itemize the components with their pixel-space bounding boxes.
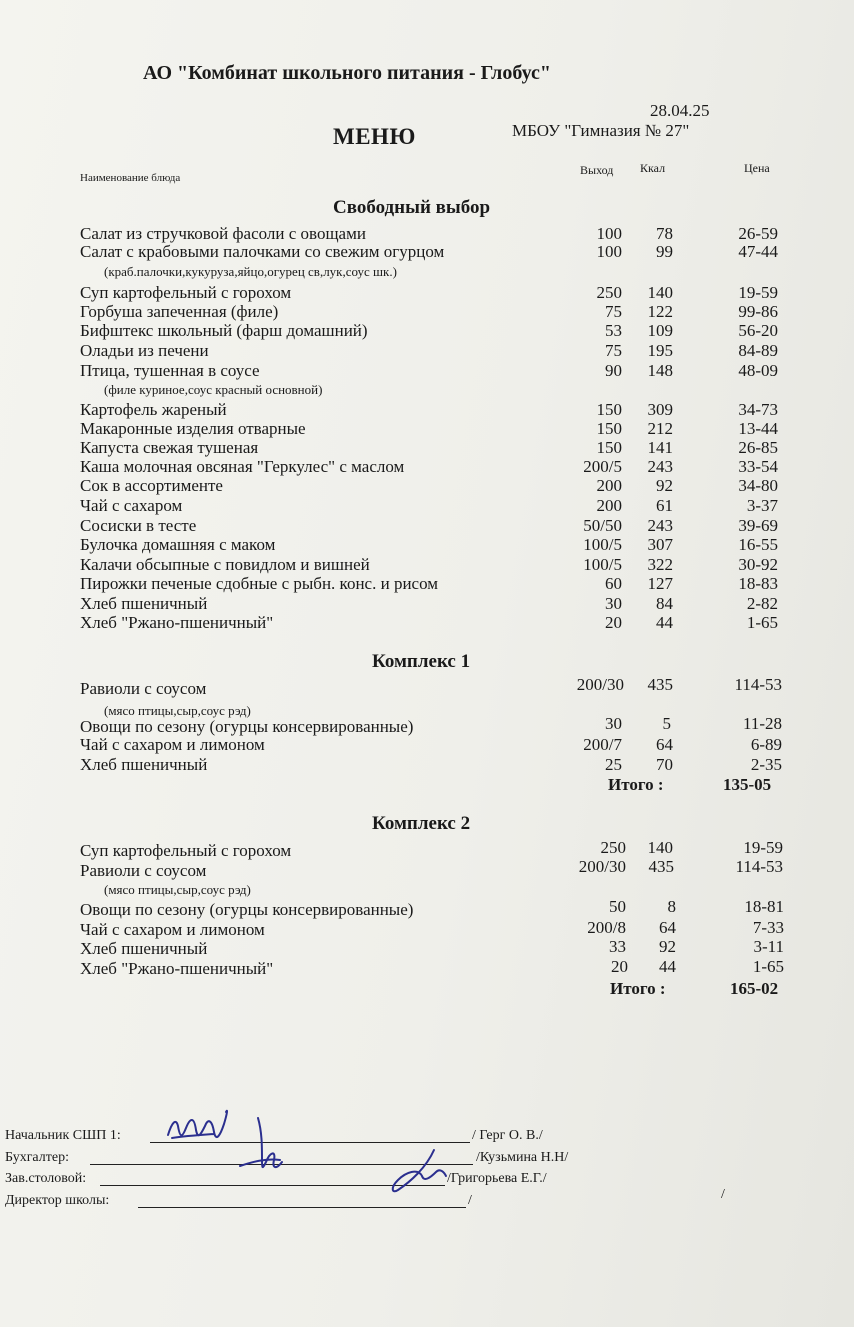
dish-price: 34-73 <box>738 400 778 419</box>
menu-date: 28.04.25 <box>650 101 710 120</box>
dish-price: 3-11 <box>753 937 784 956</box>
dish-price: 18-83 <box>738 574 778 593</box>
dish-name: Хлеб пшеничный <box>80 594 208 613</box>
column-header-output: Выход <box>580 163 614 177</box>
dish-output: 60 <box>605 574 622 593</box>
section-title-complex-1: Комплекс 1 <box>372 651 471 672</box>
dish-kcal: 70 <box>656 755 673 774</box>
dish-ingredients-note: (краб.палочки,кукуруза,яйцо,огурец св,лук,соус шк.) <box>104 264 397 279</box>
dish-name: Оладьи из печени <box>80 341 209 360</box>
dish-price: 26-59 <box>738 224 778 243</box>
dish-output: 150 <box>596 438 622 457</box>
dish-price: 56-20 <box>738 321 778 340</box>
dish-price: 2-35 <box>750 755 782 774</box>
signature-canteen-scribble <box>393 1150 446 1191</box>
column-header-name: Наименование блюда <box>80 172 181 184</box>
dish-kcal: 243 <box>647 457 673 476</box>
dish-output: 250 <box>600 838 626 857</box>
dish-output: 200/5 <box>583 457 622 476</box>
dish-kcal: 99 <box>656 242 673 261</box>
dish-name: Равиоли с соусом <box>80 679 207 698</box>
dish-kcal: 109 <box>647 321 673 340</box>
stray-slash: / <box>721 1187 725 1202</box>
dish-output: 20 <box>605 613 622 632</box>
dish-name: Сок в ассортименте <box>80 476 223 495</box>
dish-output: 200/7 <box>583 735 622 754</box>
dish-output: 200/30 <box>578 857 626 876</box>
dish-kcal: 140 <box>647 838 673 857</box>
signature-label: Директор школы: <box>5 1193 110 1208</box>
dish-kcal: 435 <box>648 857 674 876</box>
dish-price: 39-69 <box>738 516 778 535</box>
dish-name: Суп картофельный с горохом <box>80 283 292 302</box>
dish-name: Хлеб пшеничный <box>80 939 208 958</box>
dish-price: 2-82 <box>746 594 778 613</box>
dish-kcal: 127 <box>647 574 673 593</box>
dish-output: 250 <box>596 283 622 302</box>
dish-price: 18-81 <box>744 897 784 916</box>
dish-output: 200/30 <box>576 675 624 694</box>
dish-name: Овощи по сезону (огурцы консервированные) <box>80 717 414 736</box>
dish-price: 19-59 <box>738 283 778 302</box>
dish-ingredients-note: (филе куриное,соус красный основной) <box>104 382 323 397</box>
dish-price: 1-65 <box>752 957 784 976</box>
dish-output: 90 <box>605 361 622 380</box>
dish-kcal: 148 <box>647 361 673 380</box>
dish-price: 114-53 <box>734 675 782 694</box>
dish-output: 75 <box>605 341 622 360</box>
dish-price: 114-53 <box>735 857 783 876</box>
dish-name: Бифштекс школьный (фарш домашний) <box>80 321 368 340</box>
dish-kcal: 140 <box>647 283 673 302</box>
dish-output: 100/5 <box>583 555 622 574</box>
dish-kcal: 44 <box>656 613 673 632</box>
organization-title: АО "Комбинат школьного питания - Глобус" <box>143 62 551 84</box>
signatory-name: / <box>468 1193 472 1208</box>
dish-kcal: 64 <box>659 918 676 937</box>
complex-2-total-label: Итого : <box>610 979 666 998</box>
dish-name: Чай с сахаром <box>80 496 183 515</box>
dish-name: Чай с сахаром и лимоном <box>80 735 265 754</box>
dish-output: 100 <box>596 242 622 261</box>
signature-head-scribble <box>168 1111 227 1137</box>
dish-name: Хлеб "Ржано-пшеничный" <box>80 613 274 632</box>
complex-2-total: 165-02 <box>730 979 779 998</box>
dish-output: 150 <box>596 419 622 438</box>
dish-output: 200 <box>596 476 622 495</box>
dish-price: 48-09 <box>738 361 778 380</box>
dish-output: 50/50 <box>583 516 622 535</box>
dish-kcal: 78 <box>656 224 673 243</box>
dish-name: Каша молочная овсяная "Геркулес" с маслом <box>80 457 405 476</box>
page-title: МЕНЮ <box>333 124 416 149</box>
dish-output: 30 <box>605 594 622 613</box>
complex-1-total-label: Итого : <box>608 775 664 794</box>
dish-price: 33-54 <box>738 457 778 476</box>
dish-output: 25 <box>605 755 622 774</box>
dish-ingredients-note: (мясо птицы,сыр,соус рэд) <box>104 882 251 897</box>
dish-kcal: 92 <box>656 476 673 495</box>
dish-kcal: 322 <box>647 555 673 574</box>
school-name: МБОУ "Гимназия № 27" <box>512 121 690 140</box>
dish-name: Чай с сахаром и лимоном <box>80 920 265 939</box>
dish-name: Пирожки печеные сдобные с рыбн. конс. и рисом <box>80 574 439 593</box>
dish-name: Хлеб "Ржано-пшеничный" <box>80 959 274 978</box>
signature-label: Начальник СШП 1: <box>5 1128 121 1143</box>
dish-name: Капуста свежая тушеная <box>80 438 259 457</box>
dish-price: 99-86 <box>738 302 778 321</box>
dish-kcal: 92 <box>659 937 676 956</box>
dish-price: 11-28 <box>742 714 782 733</box>
dish-output: 53 <box>605 321 622 340</box>
dish-price: 84-89 <box>738 341 778 360</box>
dish-kcal: 44 <box>659 957 676 976</box>
dish-price: 1-65 <box>746 613 778 632</box>
dish-kcal: 5 <box>662 714 671 733</box>
dish-output: 100/5 <box>583 535 622 554</box>
dish-price: 19-59 <box>743 838 783 857</box>
dish-output: 30 <box>605 714 622 733</box>
signature-label: Бухгалтер: <box>5 1150 69 1165</box>
dish-output: 33 <box>609 937 626 956</box>
dish-output: 75 <box>605 302 622 321</box>
dish-name: Горбуша запеченная (филе) <box>80 302 279 321</box>
dish-output: 200 <box>596 496 622 515</box>
dish-kcal: 64 <box>656 735 673 754</box>
dish-kcal: 61 <box>656 496 673 515</box>
dish-price: 6-89 <box>750 735 782 754</box>
dish-price: 34-80 <box>738 476 778 495</box>
dish-output: 20 <box>611 957 628 976</box>
dish-name: Хлеб пшеничный <box>80 755 208 774</box>
dish-output: 50 <box>609 897 626 916</box>
dish-kcal: 195 <box>647 341 673 360</box>
dish-kcal: 84 <box>656 594 673 613</box>
dish-kcal: 243 <box>647 516 673 535</box>
signatory-name: /Кузьмина Н.Н/ <box>476 1150 569 1165</box>
dish-kcal: 8 <box>667 897 676 916</box>
dish-name: Овощи по сезону (огурцы консервированные) <box>80 900 414 919</box>
signature-label: Зав.столовой: <box>5 1171 87 1186</box>
dish-price: 16-55 <box>738 535 778 554</box>
dish-name: Картофель жареный <box>80 400 227 419</box>
dish-name: Салат из стручковой фасоли с овощами <box>80 224 366 243</box>
section-title-free-choice: Свободный выбор <box>333 197 491 218</box>
dish-ingredients-note: (мясо птицы,сыр,соус рэд) <box>104 703 251 718</box>
dish-output: 150 <box>596 400 622 419</box>
dish-name: Суп картофельный с горохом <box>80 841 292 860</box>
dish-name: Макаронные изделия отварные <box>80 419 306 438</box>
dish-name: Равиоли с соусом <box>80 861 207 880</box>
dish-kcal: 122 <box>647 302 673 321</box>
dish-name: Салат с крабовыми палочками со свежим огурцом <box>80 242 445 261</box>
dish-kcal: 212 <box>647 419 673 438</box>
dish-kcal: 309 <box>647 400 673 419</box>
dish-price: 13-44 <box>738 419 778 438</box>
dish-kcal: 307 <box>647 535 673 554</box>
dish-price: 3-37 <box>746 496 778 515</box>
dish-price: 26-85 <box>738 438 778 457</box>
dish-kcal: 141 <box>647 438 673 457</box>
dish-name: Булочка домашняя с маком <box>80 535 276 554</box>
dish-output: 200/8 <box>587 918 626 937</box>
column-header-kcal: Ккал <box>640 161 666 175</box>
dish-name: Сосиски в тесте <box>80 516 197 535</box>
column-header-price: Цена <box>744 161 770 175</box>
signatory-name: / Герг О. В./ <box>472 1128 543 1143</box>
dish-price: 7-33 <box>752 918 784 937</box>
dish-output: 100 <box>596 224 622 243</box>
signatory-name: /Григорьева Е.Г./ <box>447 1171 547 1186</box>
dish-price: 30-92 <box>738 555 778 574</box>
complex-1-total: 135-05 <box>723 775 772 794</box>
dish-price: 47-44 <box>738 242 778 261</box>
dish-name: Калачи обсыпные с повидлом и вишней <box>80 555 370 574</box>
dish-kcal: 435 <box>647 675 673 694</box>
dish-name: Птица, тушенная в соусе <box>80 361 260 380</box>
section-title-complex-2: Комплекс 2 <box>372 813 471 834</box>
